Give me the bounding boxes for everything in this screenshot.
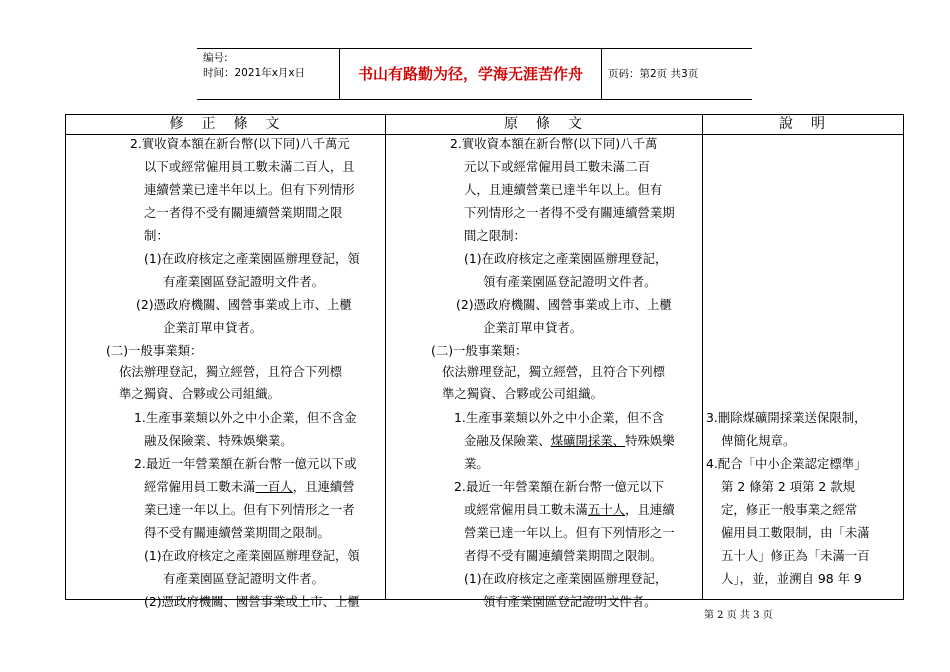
original-line: 者得不受有關連續營業期間之限制。 xyxy=(464,548,663,563)
original-line: (1)在政府核定之產業園區辦理登記， xyxy=(464,571,668,586)
original-line: 依法辦理登記，獨立經營，且符合下列標 xyxy=(442,364,666,379)
revised-line: 2.最近一年營業額在新台幣一億元以下或 xyxy=(134,456,357,471)
original-line: 2.最近一年營業額在新台幣一億元以下 xyxy=(454,479,665,494)
original-text: 金融及保險業、 xyxy=(464,433,551,448)
comparison-table xyxy=(65,114,904,609)
revised-line: (2)憑政府機關、國營事業或上市、上櫃 xyxy=(144,594,360,609)
original-line: (2)憑政府機關、國營事業或上市、上櫃 xyxy=(456,297,672,312)
document-header xyxy=(197,48,752,100)
original-line: 元以下或經常僱用員工數未滿二百 xyxy=(464,159,650,174)
original-line-underlined xyxy=(464,432,675,450)
original-line: (1)在政府核定之產業園區辦理登記， xyxy=(464,251,668,266)
original-line: 人，且連續營業已達半年以上。但有 xyxy=(464,182,663,197)
note-line: 俾簡化規章。 xyxy=(721,433,796,448)
revised-text: ，且連續營 xyxy=(292,479,355,494)
original-line: 下列情形之一者得不受有關連續營業期 xyxy=(464,205,675,220)
note-header: 說 明 xyxy=(703,115,903,135)
note-line: 人」，並，並溯自 98 年 9 xyxy=(721,571,862,586)
revised-line: 有產業園區登記證明文件者。 xyxy=(163,274,325,289)
revised-line: 1.生產事業類以外之中小企業，但不含金 xyxy=(134,410,357,425)
original-line: 間之限制： xyxy=(464,228,526,243)
revised-line: 得不受有關連續營業期間之限制。 xyxy=(144,525,330,540)
original-line: 營業已達一年以上。但有下列情形之一 xyxy=(464,525,675,540)
note-line: 4.配合「中小企業認定標準」 xyxy=(706,456,867,471)
revised-line: 制： xyxy=(144,228,169,243)
note-body xyxy=(703,135,903,599)
revised-line: 企業訂單申貸者。 xyxy=(163,320,263,335)
revised-line: 準之獨資、合夥或公司組織。 xyxy=(119,386,281,401)
revised-line: 以下或經常僱用員工數未滿二百人，且 xyxy=(144,159,355,174)
original-column xyxy=(386,115,703,609)
original-text: ，且連續 xyxy=(625,502,675,517)
original-line: 準之獨資、合夥或公司組織。 xyxy=(442,386,604,401)
revised-line: (1)在政府核定之產業園區辦理登記，領 xyxy=(144,251,360,266)
number-label: 编号: xyxy=(203,52,228,64)
revised-line: 依法辦理登記，獨立經營，且符合下列標 xyxy=(119,364,343,379)
original-line: (二)一般事業類： xyxy=(431,343,528,358)
header-page-label: 页码：第2页 共3页 xyxy=(608,68,699,80)
original-line: 2.實收資本額在新台幣(以下同)八千萬 xyxy=(450,136,658,151)
page-footer: 第 2 页 共 3 页 xyxy=(704,610,773,621)
revised-line: (1)在政府核定之產業園區辦理登記，領 xyxy=(144,548,360,563)
revised-body xyxy=(66,135,385,609)
original-line: 領有產業園區登記證明文件者。 xyxy=(483,274,657,289)
revised-line: 之一者得不受有關連續營業期間之限 xyxy=(144,205,343,220)
revised-column xyxy=(66,115,386,609)
revised-underlined-text: 一百人 xyxy=(255,479,293,494)
revised-line-underlined xyxy=(144,478,355,496)
header-motto: 书山有路勤为径，学海无涯苦作舟 xyxy=(339,49,602,99)
original-text: 特殊娛樂 xyxy=(625,433,675,448)
original-underlined-text: 煤礦開採業、 xyxy=(550,433,626,448)
revised-line: 融及保險業、特殊娛樂業。 xyxy=(144,433,293,448)
note-line: 3.刪除煤礦開採業送保限制， xyxy=(706,410,867,425)
revised-line: (2)憑政府機關、國營事業或上市、上櫃 xyxy=(136,297,352,312)
note-line: 五十人」修正為「未滿一百 xyxy=(721,548,870,563)
revised-line: 有產業園區登記證明文件者。 xyxy=(163,571,325,586)
original-line: 領有產業園區登記證明文件者。 xyxy=(483,594,657,609)
header-meta xyxy=(197,49,339,99)
note-line: 僱用員工數限制，由「未滿 xyxy=(721,525,870,540)
revised-header: 修 正 條 文 xyxy=(66,115,385,135)
revised-line: 2.實收資本額在新台幣(以下同)八千萬元 xyxy=(130,136,350,151)
original-line: 1.生產事業類以外之中小企業，但不含 xyxy=(454,410,665,425)
original-header: 原 條 文 xyxy=(386,115,702,135)
revised-line: 連續營業已達半年以上。但有下列情形 xyxy=(144,182,355,197)
note-line: 第 2 條第 2 項第 2 款規 xyxy=(721,479,856,494)
original-line: 企業訂單申貸者。 xyxy=(483,320,583,335)
revised-line: (二)一般事業類： xyxy=(106,343,203,358)
original-line-underlined xyxy=(464,501,675,519)
revised-line: 業已達一年以上。但有下列情形之一者 xyxy=(144,502,355,517)
note-column xyxy=(703,115,903,599)
original-line: 業。 xyxy=(464,456,489,471)
original-body xyxy=(386,135,702,609)
time-label: 时间：2021年x月x日 xyxy=(203,67,306,79)
original-underlined-text: 五十人 xyxy=(587,502,626,517)
original-text: 或經常僱用員工數未滿 xyxy=(464,502,588,517)
note-line: 定，修正一般事業之經常 xyxy=(721,502,858,517)
revised-text: 經常僱用員工數未滿 xyxy=(144,479,256,494)
